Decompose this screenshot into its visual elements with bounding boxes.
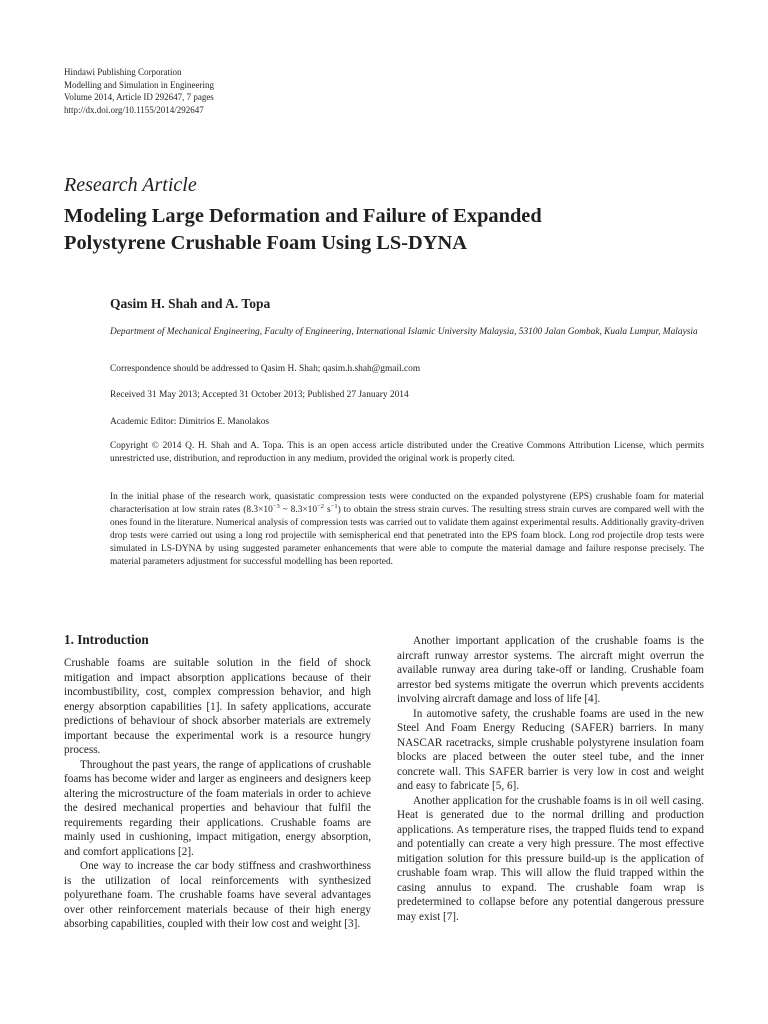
section-heading: 1. Introduction	[64, 632, 149, 647]
authors: Qasim H. Shah and A. Topa	[110, 296, 271, 311]
right-column	[397, 634, 704, 924]
affiliation: Department of Mechanical Engineering, Faculty of Engineering, International Islamic University Malaysia, 53100 Jalan Gombak, Kuala Lumpur, Malaysia	[110, 327, 698, 337]
abstract-text-1: In the initial phase of the research work, quasistatic compression tests were conducted on the expanded polystyrene (EPS) crushable foam for material characterisation at low strain rates (8.3×10	[110, 492, 704, 515]
journal-header	[64, 66, 214, 117]
journal-name: Modelling and Simulation in Engineering	[64, 79, 214, 90]
correspondence: Correspondence should be addressed to Qasim H. Shah; qasim.h.shah@gmail.com	[110, 364, 421, 374]
body-paragraph: Throughout the past years, the range of applications of crushable foams has become wider and larger as engineers and designers keep altering the microstructure of the foam materials in order to achieve the desired mechanical properties and behaviour that fulfil the requirements regarding their applications. Crushable foams are mainly used in cushioning, impact mitigation, energy absorption, and comfort applications [2].	[64, 758, 371, 858]
paper-title-line-1: Modeling Large Deformation and Failure of Expanded	[64, 205, 542, 227]
body-paragraph: One way to increase the car body stiffness and crashworthiness is the utilization of local reinforcements with synthesized polyurethane foam. The crushable foams have several advantages over other reinforcement materials because of their high energy absorbing capabilities, coupled with their low cost and weight [3].	[64, 860, 371, 930]
volume-info: Volume 2014, Article ID 292647, 7 pages	[64, 92, 214, 103]
copyright-notice: Copyright © 2014 Q. H. Shah and A. Topa. This is an open access article distributed under the Creative Commons Attribution License, which permits unrestricted use, distribution, and reproduction in any medium, provided the original work is properly cited.	[110, 441, 704, 464]
body-paragraph: Crushable foams are suitable solution in the field of shock mitigation and impact absorption applications because of their incombustibility, cost, complex compression behavior, and high energy absorption capabilities [1]. In safety applications, accurate predictions of behaviour of shock absorber materials are extremely important because the experimental work is a resource hungry process.	[64, 657, 371, 756]
abstract-exponent-1: −3	[272, 502, 280, 510]
abstract-exponent-3: −1	[330, 502, 338, 510]
abstract-text-3: s	[324, 505, 331, 515]
academic-editor: Academic Editor: Dimitrios E. Manolakos	[110, 417, 270, 427]
body-paragraph: Another important application of the crushable foams is the aircraft runway arrestor systems. The aircraft might overrun the available runway area during take-off or landing. Crushable foam arrestor bed systems mitigate the overrun which prevents accidents involving aircraft damage and loss of life [4].	[397, 635, 704, 705]
abstract-exponent-2: −2	[317, 502, 325, 510]
paper-title	[64, 203, 704, 256]
body-paragraph: Another application for the crushable foams is in oil well casing. Heat is generated due to the normal drilling and production applications. As temperature rises, the trapped fluids tend to expand and potentially can create a very high pressure. The most effective mitigation solution for this pressure build-up is the application of crushable foam wrap. This will allow the fluid trapped within the casing annulus to expand. The crushable foam wrap is predetermined to collapse before any potential dangerous pressure may exist [7].	[397, 794, 704, 923]
body-paragraph: In automotive safety, the crushable foams are used in the new Steel And Foam Energy Reducing (SAFER) barriers. In many NASCAR racetracks, simple crushable polystyrene insulation foam blocks are placed between the outer steel tube, and the inner concrete wall. This SAFER barrier is very low in cost and weight and easy to fabricate [5, 6].	[397, 707, 704, 792]
abstract-text-2: ~ 8.3×10	[279, 505, 318, 515]
left-column	[64, 632, 371, 932]
abstract-text-4: ) to obtain the stress strain curves. The resulting stress strain curves are compared well with the ones found in the literature. Numerical analysis of compression tests was carried out to validate them against experimental results. Additionally gravity-driven drop tests were carried out using a long rod projectile with semispherical end that penetrated into the EPS foam block. Long rod projectile drop tests were simulated in LS-DYNA by using suggested parameter enhancements that were able to compute the material damage and failure response precisely. The material parameters adjustment for successful modelling has been reported.	[110, 505, 704, 567]
paper-title-line-2: Polystyrene Crushable Foam Using LS-DYNA	[64, 231, 467, 254]
publication-dates: Received 31 May 2013; Accepted 31 October 2013; Published 27 January 2014	[110, 390, 409, 400]
abstract	[110, 491, 704, 569]
article-type: Research Article	[64, 174, 197, 196]
publisher: Hindawi Publishing Corporation	[64, 67, 182, 77]
doi-link[interactable]: http://dx.doi.org/10.1155/2014/292647	[64, 105, 204, 116]
